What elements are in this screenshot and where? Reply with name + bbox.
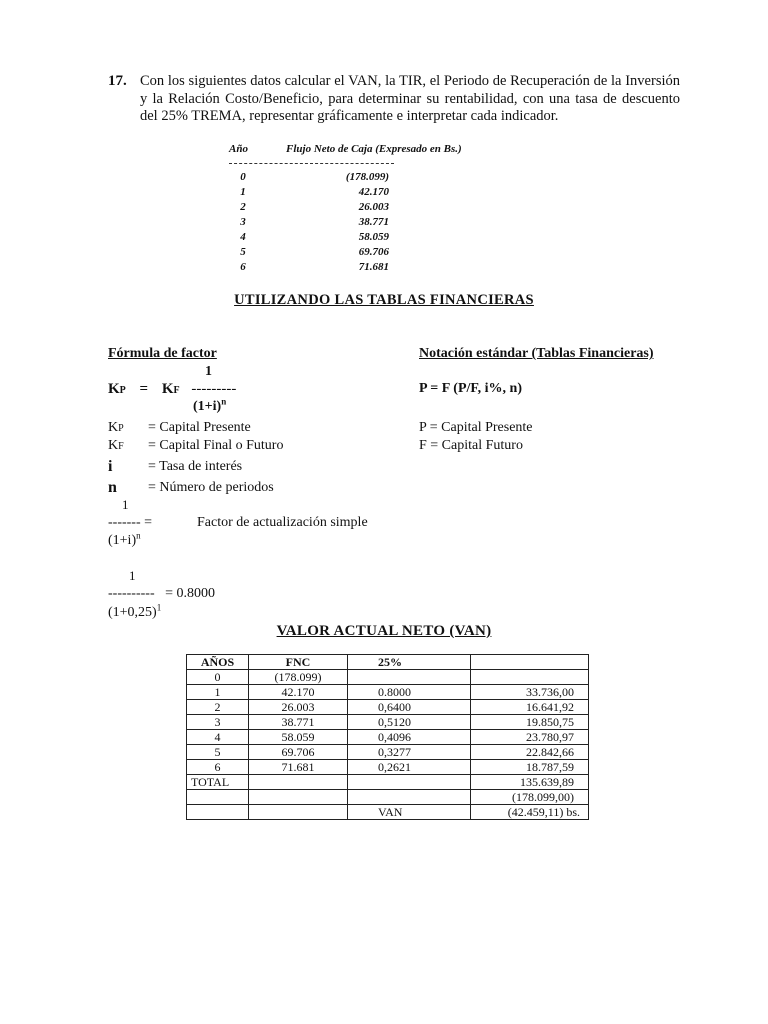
cashflow-row [229,216,389,231]
def-kp-text: = Capital Presente [148,420,251,435]
table-row [187,730,589,745]
cashflow-value: 69.706 [358,246,389,258]
def-n-symbol: n [108,479,117,496]
formula-factor-heading: Fórmula de factor [108,346,217,361]
factor-denominator-base: (1+i) [108,533,137,548]
cashflow-value: 26.003 [358,201,389,213]
standard-notation-formula: P = F (P/F, i%, n) [419,381,522,396]
table-header-fnc: FNC [249,655,348,670]
cashflow-year: 3 [240,216,246,228]
table-cell-empty [249,805,348,820]
factor-numerator: 1 [122,497,129,512]
section-title-financial-tables: UTILIZANDO LAS TABLAS FINANCIERAS [234,292,534,308]
table-cell: 0,5120 [348,715,471,730]
def-f-text: F = Capital Futuro [419,438,523,453]
standard-notation-heading: Notación estándar (Tablas Financieras) [419,346,654,361]
table-row [187,685,589,700]
table-cell: 0 [187,670,249,685]
cashflow-year-header: Año [229,143,248,155]
example-denominator-exponent: 1 [156,602,162,613]
van-label: VAN [348,805,471,820]
table-cell: 38.771 [249,715,348,730]
table-cell: 58.059 [249,730,348,745]
def-kp-sub: P [118,423,124,434]
table-cell: 3 [187,715,249,730]
table-row [187,745,589,760]
table-cell: 0,6400 [348,700,471,715]
def-kf-sub: F [118,441,124,452]
cashflow-value: 58.059 [358,231,389,243]
table-cell: 71.681 [249,760,348,775]
table-investment-row [187,790,589,805]
table-cell-empty [249,775,348,790]
factor-denominator [108,530,141,549]
cashflow-row [229,261,389,276]
cashflow-year: 4 [240,231,246,243]
table-cell: 23.780,97 [471,730,589,745]
example-denominator-base: (1+0,25) [108,605,157,620]
cashflow-year: 1 [240,186,246,198]
cashflow-year: 2 [240,201,246,213]
cashflow-divider [229,163,394,164]
cashflow-flow-header: Flujo Neto de Caja (Expresado en Bs.) [286,143,462,155]
example-numerator: 1 [129,568,136,583]
table-cell: 42.170 [249,685,348,700]
table-cell: 0,3277 [348,745,471,760]
table-cell: 0,2621 [348,760,471,775]
table-cell: 33.736,00 [471,685,589,700]
table-cell: 0,4096 [348,730,471,745]
cashflow-year: 6 [240,261,246,273]
problem-number: 17. [108,73,127,89]
formula-equals: = [139,381,149,397]
table-cell [471,670,589,685]
def-i-text: = Tasa de interés [148,459,243,474]
example-fraction-line: ---------- = 0.8000 [108,586,216,601]
formula-kp-letter: K [108,381,120,397]
cashflow-value: 38.771 [358,216,389,228]
cashflow-year: 0 [240,171,246,183]
def-kf-text: = Capital Final o Futuro [148,438,284,453]
formula-denominator [193,396,227,415]
factor-label: Factor de actualización simple [197,515,368,530]
table-van-row [187,805,589,820]
table-cell: 69.706 [249,745,348,760]
cashflow-value: 42.170 [358,186,389,198]
table-row [187,670,589,685]
cashflow-row [229,246,389,261]
table-cell: 26.003 [249,700,348,715]
formula-denominator-exponent: n [221,396,227,407]
formula-denominator-base: (1+i) [193,399,222,414]
formula-fraction-line: --------- [191,381,237,397]
table-header-rate: 25% [348,655,471,670]
van-table [186,654,589,820]
table-cell: 4 [187,730,249,745]
table-cell: 22.842,66 [471,745,589,760]
table-cell: 1 [187,685,249,700]
formula-kf-letter: K [161,381,174,397]
def-kf-letter: K [108,438,119,453]
table-header-row [187,655,589,670]
table-total-row [187,775,589,790]
cashflow-row [229,201,389,216]
example-denominator [108,602,162,621]
table-header-present-value [471,655,589,670]
table-cell: 0.8000 [348,685,471,700]
cashflow-value: (178.099) [345,171,389,183]
table-row [187,715,589,730]
cashflow-row [229,171,389,186]
table-cell-empty [348,790,471,805]
table-header-years: AÑOS [187,655,249,670]
def-kf-symbol [108,438,124,454]
table-cell: 19.850,75 [471,715,589,730]
investment-value: (178.099,00) [471,790,589,805]
table-cell-empty [187,805,249,820]
def-i-symbol: i [108,458,113,475]
formula-kp-sub: P [119,385,126,396]
total-label: TOTAL [187,775,249,790]
cashflow-value: 71.681 [358,261,389,273]
table-cell [348,670,471,685]
table-row [187,700,589,715]
van-value: (42.459,11) bs. [471,805,589,820]
factor-denominator-exponent: n [136,530,141,541]
table-row [187,760,589,775]
problem-statement: Con los siguientes datos calcular el VAN, la TIR, el Periodo de Recuperación de la Inversión y la Relación Costo/Beneficio, para determinar su rentabilidad, con una tasa de descuento del 25% TREMA, representar gráficamente e interpretar cada indicador. [140,73,680,124]
table-cell-empty [348,775,471,790]
formula-kp-equation [108,381,236,398]
total-value: 135.639,89 [471,775,589,790]
formula-kf-sub: F [173,385,180,396]
table-cell: (178.099) [249,670,348,685]
def-kp-symbol [108,420,124,436]
table-cell: 6 [187,760,249,775]
factor-fraction-line: ------- = [108,515,153,530]
cashflow-year: 5 [240,246,246,258]
table-cell: 18.787,59 [471,760,589,775]
table-cell: 2 [187,700,249,715]
def-kp-letter: K [108,420,119,435]
cashflow-row [229,186,389,201]
def-p-text: P = Capital Presente [419,420,533,435]
formula-numerator: 1 [205,364,212,379]
table-cell: 5 [187,745,249,760]
def-n-text: = Número de periodos [148,480,274,495]
table-cell: 16.641,92 [471,700,589,715]
cashflow-row [229,231,389,246]
table-cell-empty [249,790,348,805]
table-cell-empty [187,790,249,805]
section-title-van: VALOR ACTUAL NETO (VAN) [276,623,492,639]
